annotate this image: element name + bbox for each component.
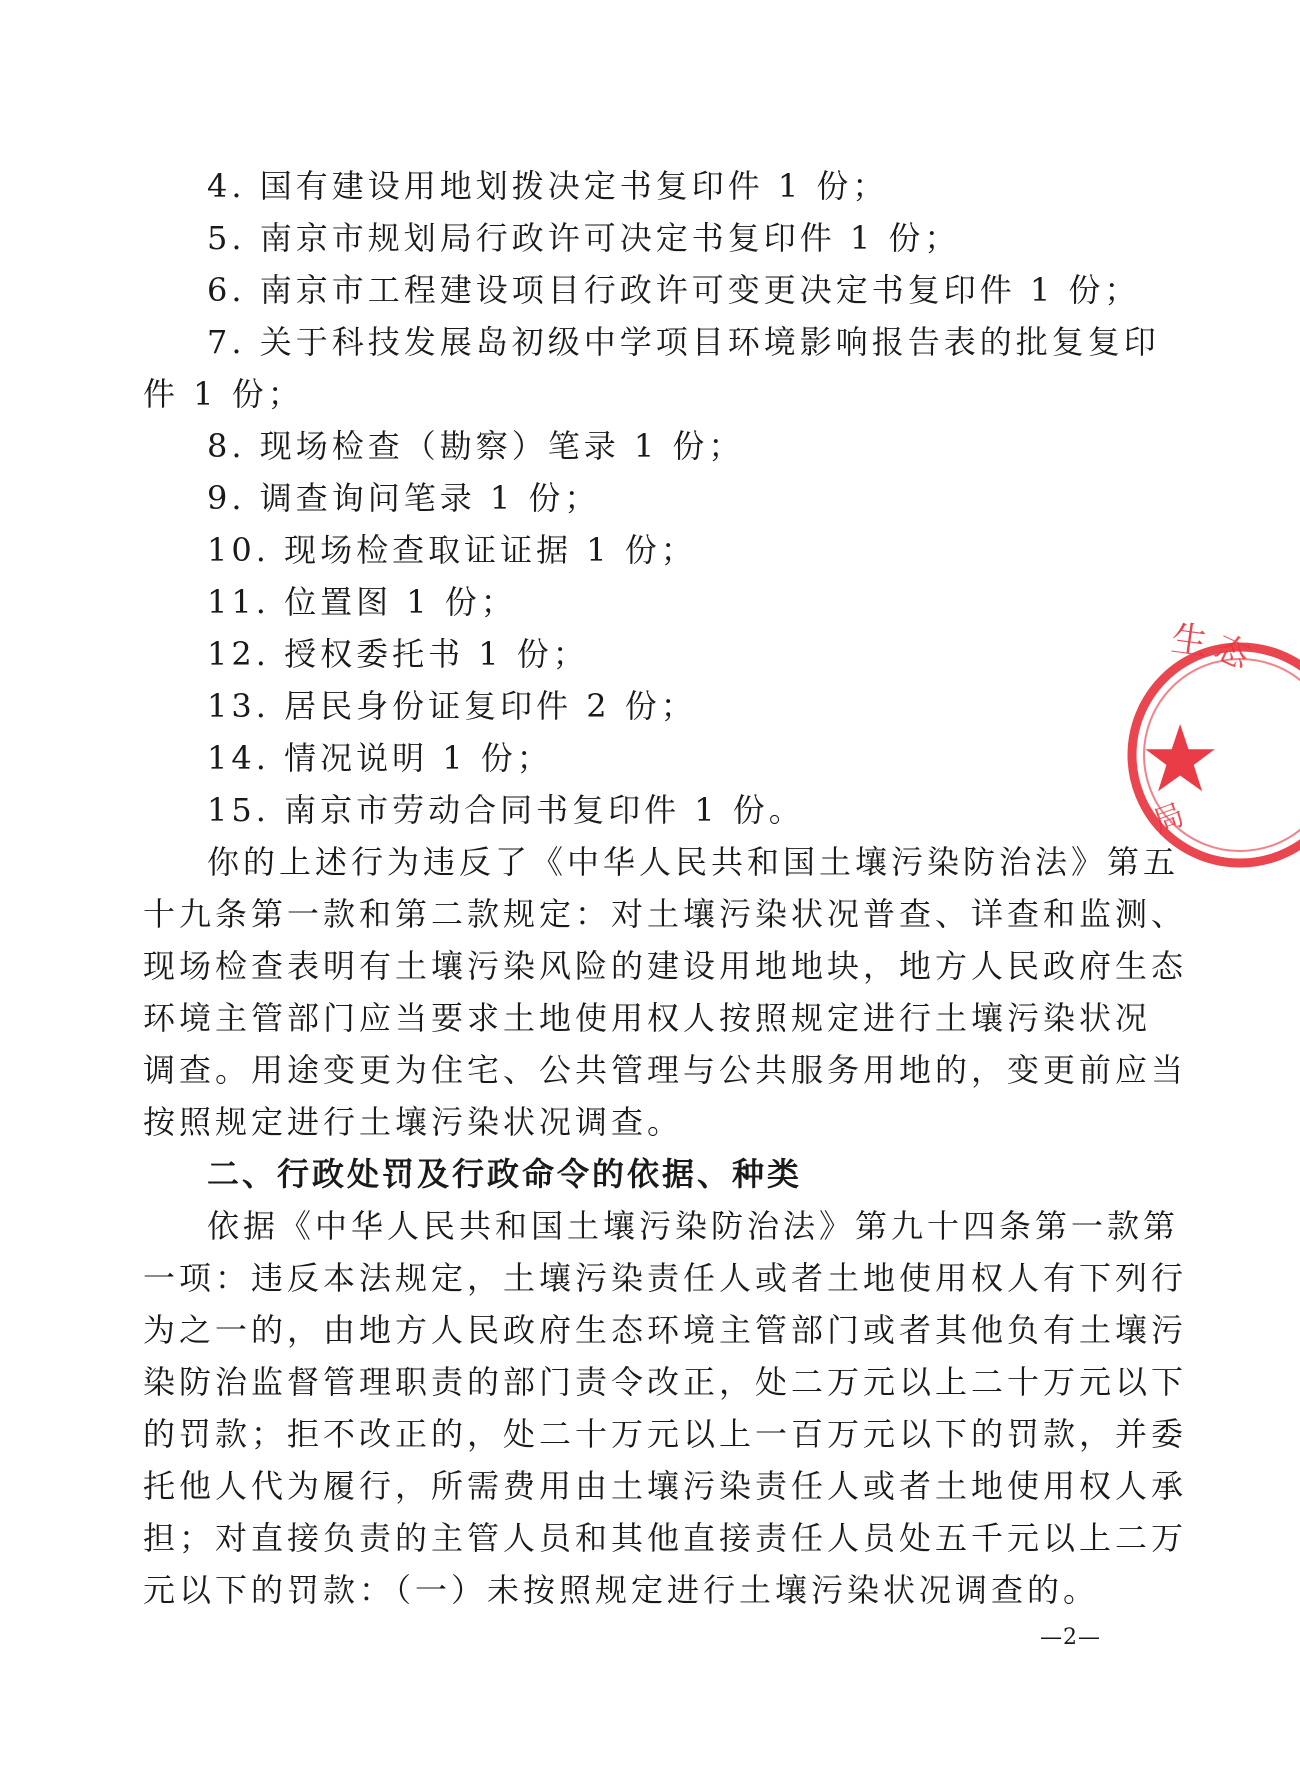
text-line: 一项：违反本法规定，土壤污染责任人或者土地使用权人有下列行 — [143, 1259, 1188, 1297]
text-line: 托他人代为履行，所需费用由土壤污染责任人或者土地使用权人承 — [143, 1467, 1188, 1505]
text-line: 元以下的罚款：（一）未按照规定进行土壤污染状况调查的。 — [143, 1571, 1100, 1609]
text-line: 13. 居民身份证复印件 2 份； — [207, 687, 697, 725]
text-line: 你的上述行为违反了《中华人民共和国土壤污染防治法》第五 — [207, 843, 1180, 881]
text-line: 环境主管部门应当要求土地使用权人按照规定进行土壤污染状况 — [143, 999, 1152, 1037]
svg-text:态: 态 — [1208, 626, 1256, 678]
text-line: 12. 授权委托书 1 份； — [207, 635, 589, 673]
page-number: —2— — [1040, 1625, 1101, 1650]
text-line: 调查。用途变更为住宅、公共管理与公共服务用地的，变更前应当 — [143, 1051, 1188, 1089]
text-line: 的罚款；拒不改正的，处二十万元以上一百万元以下的罚款，并委 — [143, 1415, 1188, 1453]
text-line: 4. 国有建设用地划拨决定书复印件 1 份； — [207, 167, 889, 205]
section-heading: 二、行政处罚及行政命令的依据、种类 — [207, 1155, 803, 1193]
text-line: 15. 南京市劳动合同书复印件 1 份。 — [207, 791, 805, 829]
text-line: 按照规定进行土壤污染状况调查。 — [143, 1103, 684, 1141]
text-line: 9. 调查询问笔录 1 份； — [207, 479, 601, 517]
text-line: 7. 关于科技发展岛初级中学项目环境影响报告表的批复复印 — [207, 323, 1160, 361]
text-line: 10. 现场检查取证证据 1 份； — [207, 531, 697, 569]
text-line: 11. 位置图 1 份； — [207, 583, 517, 621]
text-line: 6. 南京市工程建设项目行政许可变更决定书复印件 1 份； — [207, 271, 1141, 309]
svg-text:生: 生 — [1168, 618, 1211, 664]
official-seal-stamp — [1120, 618, 1300, 925]
text-line: 件 1 份； — [143, 375, 304, 413]
text-line: 依据《中华人民共和国土壤污染防治法》第九十四条第一款第 — [207, 1207, 1180, 1245]
text-line: 十九条第一款和第二款规定：对土壤污染状况普查、详查和监测、 — [143, 895, 1188, 933]
text-line: 为之一的，由地方人民政府生态环境主管部门或者其他负有土壤污 — [143, 1311, 1188, 1349]
document-body — [143, 160, 1188, 1616]
text-line: 担；对直接负责的主管人员和其他直接责任人员处五千元以上二万 — [143, 1519, 1188, 1557]
text-line: 5. 南京市规划局行政许可决定书复印件 1 份； — [207, 219, 961, 257]
text-line: 14. 情况说明 1 份； — [207, 739, 553, 777]
text-line: 8. 现场检查（勘察）笔录 1 份； — [207, 427, 745, 465]
svg-text:局: 局 — [1148, 797, 1189, 841]
text-line: 现场检查表明有土壤污染风险的建设用地地块，地方人民政府生态 — [143, 947, 1188, 985]
text-line: 染防治监督管理职责的部门责令改正，处二万元以上二十万元以下 — [143, 1363, 1188, 1401]
